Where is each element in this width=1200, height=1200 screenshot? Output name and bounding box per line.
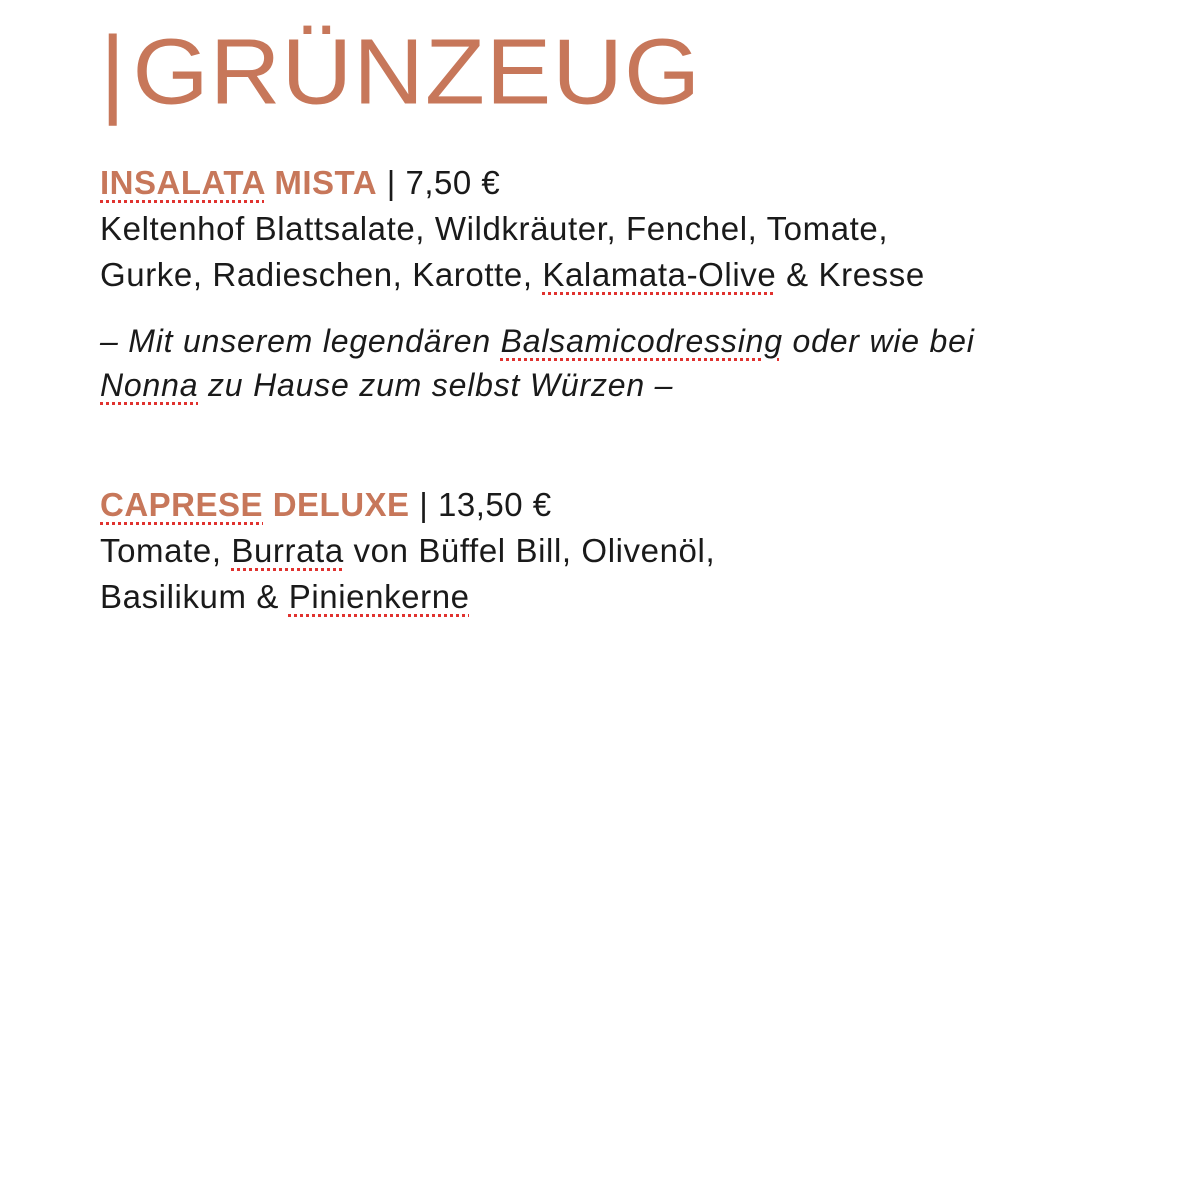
desc-misspelled-word: Pinienkerne bbox=[288, 578, 470, 615]
item-name bbox=[100, 164, 377, 201]
desc-misspelled-word: Burrata bbox=[231, 532, 344, 569]
menu-item-caprese-deluxe bbox=[100, 482, 1140, 620]
item-price: 7,50 € bbox=[405, 164, 501, 201]
note-misspelled-word: Balsamicodressing bbox=[500, 323, 783, 359]
note-text: – Mit unserem legendären bbox=[100, 323, 501, 359]
item-price: 13,50 € bbox=[438, 486, 552, 523]
item-description-line-1 bbox=[100, 528, 1140, 574]
item-title-line bbox=[100, 160, 1140, 206]
item-note-line-2 bbox=[100, 363, 1140, 407]
desc-text: Basilikum & bbox=[100, 578, 289, 615]
note-misspelled-word: Nonna bbox=[100, 367, 199, 403]
item-name-part-1: CAPRESE bbox=[100, 486, 264, 523]
item-name bbox=[100, 486, 410, 523]
item-note-line-1 bbox=[100, 319, 1140, 363]
item-name-part-2: MISTA bbox=[264, 164, 378, 201]
item-name-part-1: INSALATA bbox=[100, 164, 265, 201]
title-bar: | bbox=[100, 16, 127, 126]
section-title bbox=[100, 16, 702, 126]
desc-text: Tomate, bbox=[100, 532, 232, 569]
menu-item-insalata-mista bbox=[100, 160, 1140, 407]
price-separator: | bbox=[409, 486, 438, 523]
desc-text: von Büffel Bill, Olivenöl, bbox=[343, 532, 716, 569]
item-description-line-1: Keltenhof Blattsalate, Wildkräuter, Fenchel, Tomate, bbox=[100, 210, 889, 247]
item-name-part-2: DELUXE bbox=[263, 486, 410, 523]
item-description-line-2 bbox=[100, 574, 1140, 620]
note-text: oder wie bei bbox=[782, 323, 975, 359]
note-text: zu Hause zum selbst Würzen – bbox=[198, 367, 674, 403]
desc-text: & Kresse bbox=[776, 256, 925, 293]
price-separator: | bbox=[377, 164, 406, 201]
item-description-line-2 bbox=[100, 252, 1140, 298]
item-title-line bbox=[100, 482, 1140, 528]
desc-text: Gurke, Radieschen, Karotte, bbox=[100, 256, 543, 293]
desc-misspelled-word: Kalamata-Olive bbox=[542, 256, 777, 293]
title-text: GRÜNZEUG bbox=[132, 18, 702, 124]
